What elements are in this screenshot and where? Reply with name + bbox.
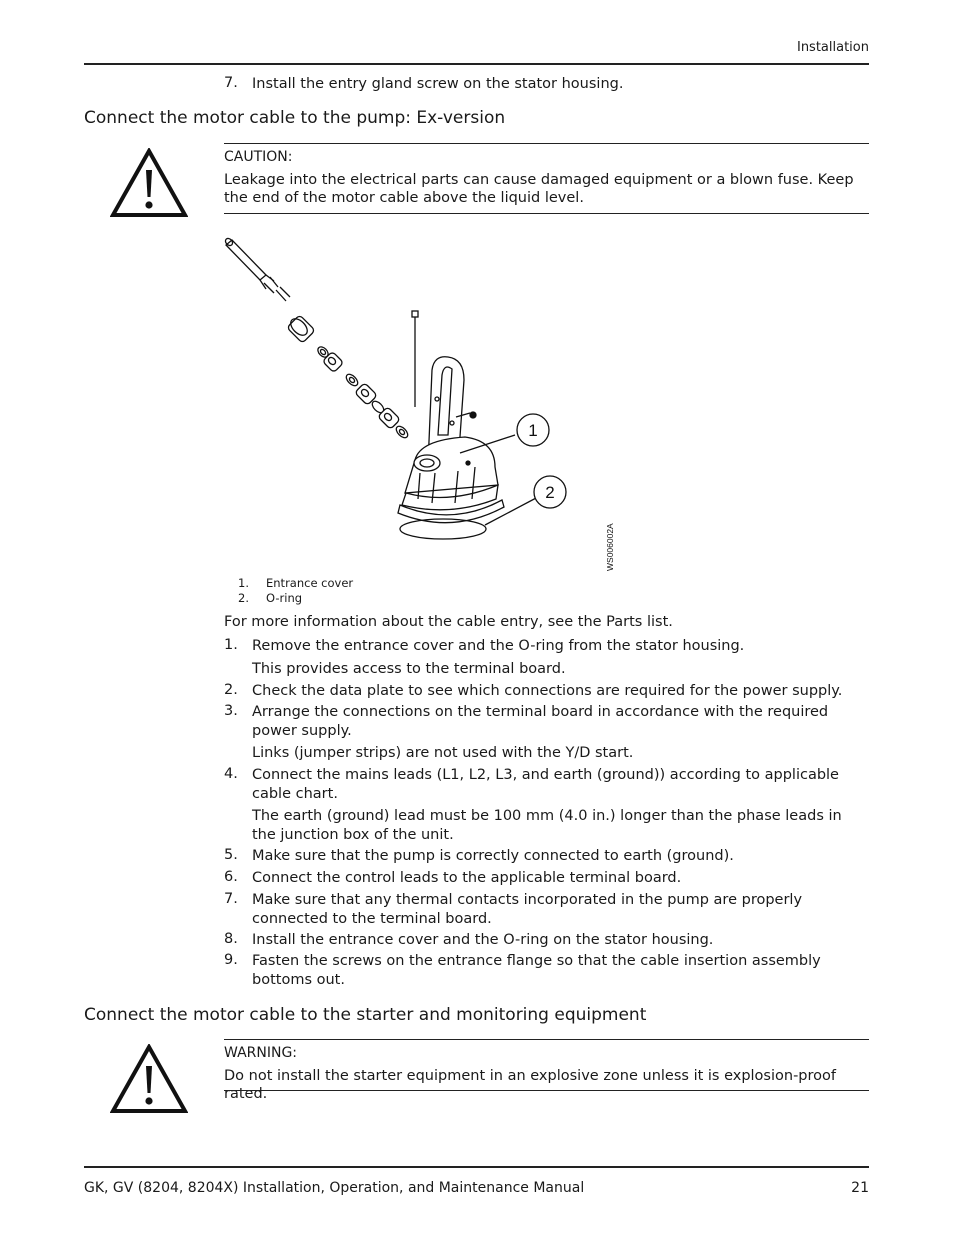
step-text: Check the data plate to see which connections are required for the power supply.: [252, 683, 843, 699]
step-number: 8.: [224, 931, 238, 947]
step-number: 2.: [224, 682, 238, 698]
motor-cable-illustration: [224, 237, 290, 301]
cable-entry-figure: [220, 235, 640, 579]
step-text: Remove the entrance cover and the O-ring from the stator housing.: [252, 638, 745, 654]
page-number: 21: [851, 1180, 869, 1196]
gland-parts-illustration: [287, 315, 410, 440]
step-text: Fasten the screws on the entrance flange so that the cable insertion assembly bottoms out.: [252, 953, 821, 988]
figure-code: WS006002A: [605, 523, 615, 571]
step-text: Make sure that any thermal contacts incorporated in the pump are properly connected to the terminal board.: [252, 892, 803, 927]
step-number: 5.: [224, 847, 238, 863]
step-number: 4.: [224, 766, 238, 782]
step-number: 7.: [224, 75, 238, 91]
step-text: Arrange the connections on the terminal board in accordance with the required power supply.: [252, 704, 829, 739]
step-number: 1.: [224, 637, 238, 653]
caution-label: CAUTION:: [224, 149, 293, 165]
notice-rule-top: [224, 143, 869, 144]
notice-rule-top: [224, 1039, 869, 1040]
step-note: This provides access to the terminal board.: [252, 661, 566, 677]
section-heading: Connect the motor cable to the starter and monitoring equipment: [84, 1005, 647, 1025]
section-heading: Connect the motor cable to the pump: Ex-version: [84, 108, 506, 128]
legend-text: O-ring: [266, 591, 303, 605]
footer-title: GK, GV (8204, 8204X) Installation, Operation, and Maintenance Manual: [84, 1180, 585, 1196]
entrance-cover-illustration: [398, 357, 504, 523]
warning-triangle-icon: [110, 148, 188, 222]
step-text: Connect the control leads to the applicable terminal board.: [252, 870, 682, 886]
warning-text: Do not install the starter equipment in an explosive zone unless it is explosion-proof rated.: [224, 1068, 837, 1102]
legend-number: 2.: [238, 591, 249, 605]
screw-illustration: [412, 311, 418, 407]
footer-rule: [84, 1166, 869, 1168]
running-header: Installation: [796, 40, 869, 55]
step-text: Install the entry gland screw on the stator housing.: [252, 76, 624, 92]
header-rule: [84, 63, 869, 65]
warning-label: WARNING:: [224, 1045, 298, 1061]
step-number: 6.: [224, 869, 238, 885]
notice-rule-bottom: [224, 213, 869, 214]
step-text: Install the entrance cover and the O-ring on the stator housing.: [252, 932, 714, 948]
callout-2-label: 2: [545, 483, 555, 502]
caution-text: Leakage into the electrical parts can cause damaged equipment or a blown fuse. Keep the end of the motor cable above the liquid level.: [224, 172, 854, 206]
step-number: 7.: [224, 891, 238, 907]
step-number: 3.: [224, 703, 238, 719]
step-text: Make sure that the pump is correctly connected to earth (ground).: [252, 848, 734, 864]
step-number: 9.: [224, 952, 238, 968]
notice-rule-bottom: [224, 1090, 869, 1091]
step-text: Connect the mains leads (L1, L2, L3, and earth (ground)) according to applicable cable chart.: [252, 767, 839, 802]
callout-1-label: 1: [528, 421, 538, 440]
intro-paragraph: For more information about the cable entry, see the Parts list.: [224, 614, 673, 630]
step-note: Links (jumper strips) are not used with the Y/D start.: [252, 745, 634, 761]
legend-number: 1.: [238, 576, 249, 590]
step-note: The earth (ground) lead must be 100 mm (4.0 in.) longer than the phase leads in the junction box of the unit.: [252, 808, 842, 843]
warning-triangle-icon: [110, 1044, 188, 1118]
legend-text: Entrance cover: [266, 576, 354, 590]
